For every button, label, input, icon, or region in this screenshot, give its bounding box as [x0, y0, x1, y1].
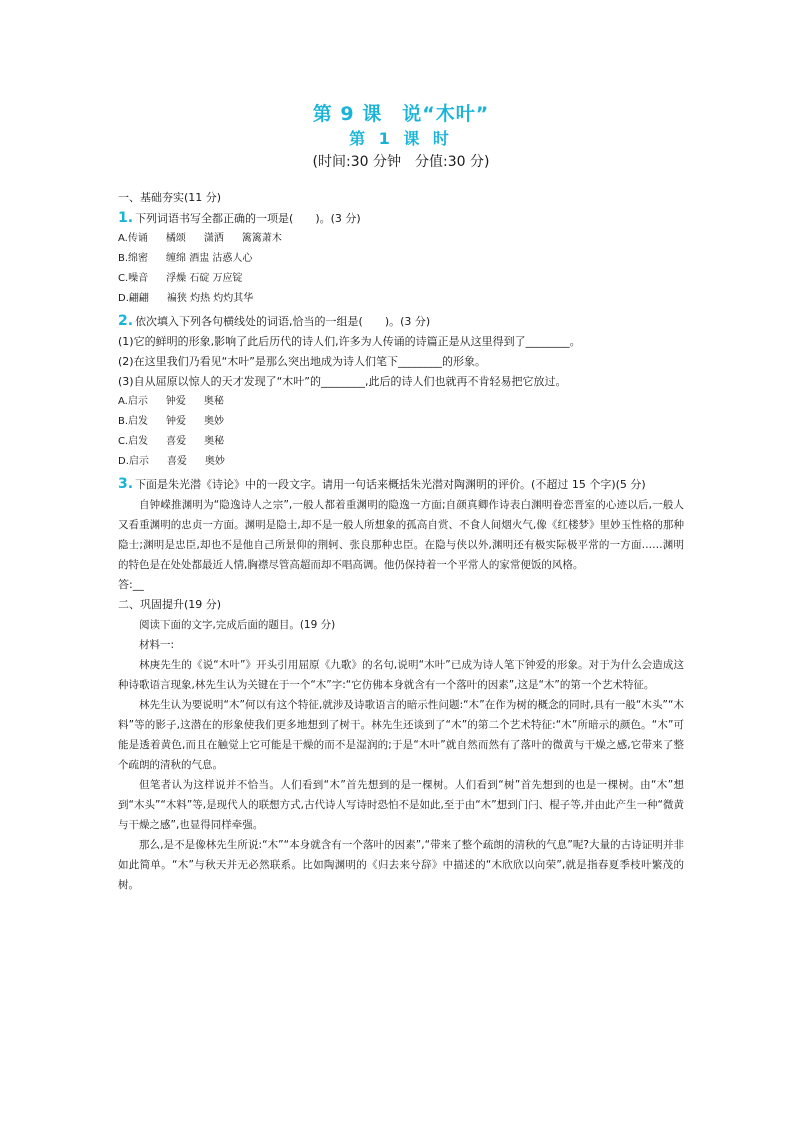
question-stem: 下面是朱光潜《诗论》中的一段文字。请用一句话来概括朱光潜对陶渊明的评价。(不超过 15 个字)(5 分) [135, 478, 646, 491]
option-a [118, 392, 684, 412]
material-label: 材料一: [139, 639, 175, 651]
option-label: A.启示 [118, 396, 148, 407]
question-number: 1. [118, 210, 134, 226]
sentence-1: (1)它的鲜明的形象,影响了此后历代的诗人们,许多为人传诵的诗篇正是从这里得到了________。 [118, 335, 581, 348]
option-word: 篱篱萧木 [241, 233, 282, 244]
section-title-basics: 一、基础夯实(11 分) [118, 191, 222, 204]
option-word: 橘颂 [165, 233, 186, 244]
option-label: D.翩翩 [118, 293, 149, 304]
section-title-consolidation: 二、巩固提升(19 分) [118, 598, 222, 611]
option-label: A.传诵 [118, 233, 148, 244]
material-paragraph: 林庚先生的《说“木叶”》开头引用屈原《九歌》的名句,说明“木叶”已成为诗人笔下钟爱的形象。对于为什么会造成这种诗歌语言现象,林先生认为关键在于一个“木”字:“它仿佛本身就含有一个落叶的因素”,这是“木”的第一个艺术特征。 [118, 659, 684, 691]
time-score-info: (时间:30 分钟 分值:30 分) [312, 154, 490, 170]
question-2 [118, 311, 684, 332]
option-word: 潇洒 [203, 233, 224, 244]
material-paragraph: 那么,是不是像林先生所说:“木”“本身就含有一个落叶的因素”,“带来了整个疏朗的清秋的气息”呢?大量的古诗证明并非如此简单。“木”与秋天并无必然联系。比如陶渊明的《归去来兮辞》中描述的“木欣欣以向荣”,就是指春夏季枝叶繁茂的树。 [118, 839, 685, 891]
answer-line: 答:__ [118, 578, 144, 591]
option-word: 褊狭 灼热 [166, 293, 211, 304]
option-b [118, 412, 684, 432]
option-word: 钟爱 [166, 416, 187, 427]
option-label: B.绵密 [118, 253, 149, 264]
question-1 [118, 208, 684, 229]
option-word: 浮燥 石碇 [166, 273, 210, 284]
option-word: 喜爱 [166, 436, 187, 447]
option-word: 奥秘 [203, 396, 224, 407]
option-word: 万应锭 [212, 273, 243, 284]
option-label: C.噪音 [118, 273, 149, 284]
option-c [118, 269, 684, 289]
material-paragraph: 但笔者认为这样说并不恰当。人们看到“木”首先想到的是一棵树。人们看到“树”首先想到的也是一棵树。由“木”想到“木头”“木料”等,是现代人的联想方式,古代诗人写诗时恐怕不是如此,至于由“木”想到门闩、棍子等,并由此产生一种“微黄与干燥之感”,也显得同样牵强。 [118, 779, 684, 831]
question-number: 3. [118, 476, 134, 492]
page [118, 100, 684, 895]
option-b [118, 249, 684, 269]
question-stem: 依次填入下列各句横线处的词语,恰当的一组是( )。(3 分) [135, 315, 431, 328]
sentence-2: (2)在这里我们乃看见“木叶”是那么突出地成为诗人们笔下________的形象。 [118, 355, 486, 368]
option-label: C.启发 [118, 436, 149, 447]
reading-instruction: 阅读下面的文字,完成后面的题目。(19 分) [139, 619, 336, 631]
option-word: 喜爱 [166, 456, 187, 467]
option-d [118, 452, 684, 472]
material-paragraph: 林先生认为要说明“木”何以有这个特征,就涉及诗歌语言的暗示性问题:“木”在作为树的概念的同时,具有一般“木头”“木料”等的影子,这潜在的形象使我们更多地想到了树干。林先生还谈到了“木”的第二个艺术特征:“木”所暗示的颜色。“木”可能是透着黄色,而且在触觉上它可能是干燥的而不是湿润的;于是“木叶”就自然而然有了落叶的微黄与干燥之感,它带来了整个疏朗的清秋的气息。 [118, 699, 684, 771]
option-word: 奥妙 [204, 416, 225, 427]
passage-paragraph: 自钟嵘推渊明为“隐逸诗人之宗”,一般人都着重渊明的隐逸一方面;自颜真卿作诗表白渊明眷恋晋室的心迹以后,一般人又看重渊明的忠贞一方面。渊明是隐士,却不是一般人所想象的孤高自赏、不食人间烟火气,像《红楼梦》里妙玉性格的那种隐士;渊明是忠臣,却也不是他自己所景仰的荆轲、张良那种忠臣。在隐与侠以外,渊明还有极实际极平常的一方面……渊明的特色是在处处都最近人情,胸襟尽管高超而却不唱高调。他仍保持着一个平常人的家常便饭的风格。 [118, 499, 684, 571]
option-d [118, 289, 684, 309]
sentence-3: (3)自从屈原以惊人的天才发现了“木叶”的________,此后的诗人们也就再不肯轻易把它放过。 [118, 375, 567, 388]
option-word: 奥妙 [204, 456, 225, 467]
page-title: 第 9 课 说“木叶” [312, 103, 490, 125]
question-stem: 下列词语书写全都正确的一项是( )。(3 分) [135, 212, 361, 225]
option-a [118, 229, 684, 249]
option-c [118, 432, 684, 452]
question-3 [118, 474, 684, 495]
option-word: 沽惑人心 [212, 253, 253, 264]
option-word: 灼灼其华 [213, 293, 254, 304]
question-number: 2. [118, 313, 134, 329]
page-subtitle: 第 1 课 时 [349, 129, 453, 148]
option-word: 钟爱 [165, 396, 186, 407]
option-label: D.启示 [118, 456, 149, 467]
option-word: 缠绵 酒盅 [166, 253, 210, 264]
option-label: B.启发 [118, 416, 149, 427]
option-word: 奥秘 [204, 436, 225, 447]
